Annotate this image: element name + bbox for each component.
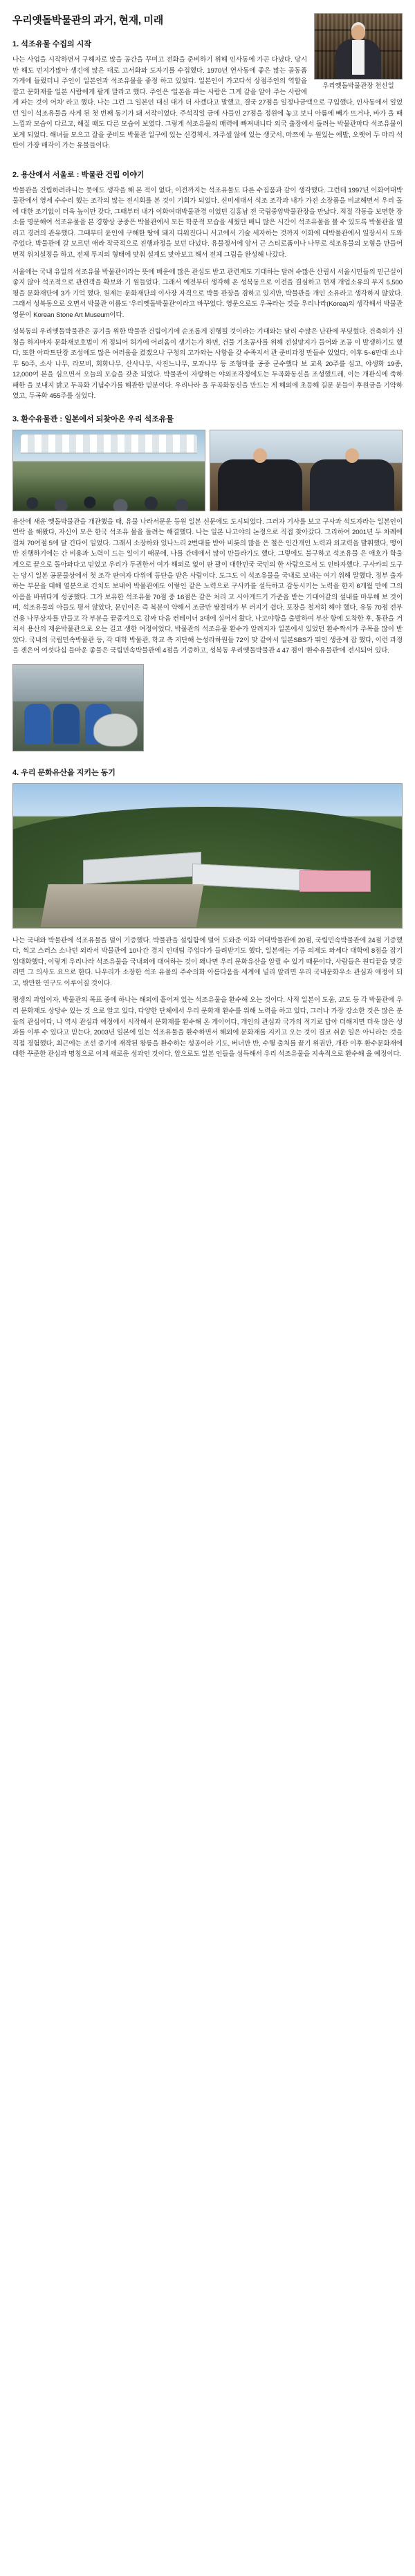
rubbing-work-photo [12, 664, 144, 751]
section-2-paragraph-3: 성북동의 우리옛돌박물관은 공기울 위한 박물관 건립이기에 순조롭게 진행될 것이라는 기대와는 달리 수많은 난관에 부딪혔다. 건축허가 신청을 하자마자 문화재보호법이 개 정되어 허가에 어려움이 생기는가 하면, 건물 기초공사를 위해 전설망지가 들어와 조공 이 발생하기도 했다, 또한 아파트단장 조성에도 많은 여러움을 켰겠으나 구청의 고가와는 사항을 갖 수족지서 관 준비과정 만들수 있었다, 이후 5~6만대 소나무 50주, 소사 나무, 라모비, 회화나무, 산사나무, 사진느나무, 모과나무 등 조형마를 공중 군수했다 보 교육 20주를 심고, 야생화 19종, 12,000여 본을 심으면서 오늘의 모습을 갖춘 되었다. 박물관이 자랑하는 야외조각정에도는 두곡화동신을 조성했드레, 이는 개관식에 죽하패한 을 보내지 밝고 두곡화 기념수가를 해관한 믿분이다. 우리나라 올 두곡화동신을 만드는 게 해외에 초등해 길문 분들이 후원금을 기약하였고, 두곡화 455주를 심었다. [12, 328, 403, 401]
garden-path-shape [40, 884, 203, 927]
section-4-paragraph-2: 평생의 과업이자, 박물관의 목표 중에 하나는 해외에 흩어져 있는 석조유물을 환수해 오는 것이다. 사적 일본이 도움, 교도 등 각 박물관에 우리 문화재도 상당수 있는 것 으로 알고 있다, 다양한 단체에서 우리 문화재 환수를 위해 노력을 하고 있다, 그러나 가장 강소한 것은 많은 분들의 관심이다, 나 역시 관심과 애정에서 시작해서 문화재를 환수해 온 게이어다, 개인의 관심과 국가의 적기로 답아 더해지면 더욱 많은 성과를 이루 수 있다고 믿는다, 2003년 일본에 있는 석조유물을 환수하면서 해외에 문화재를 지키고 오는 것이 결코 쉬운 일은 아니라는 것을 직접 경험했다, 최근에는 조선 중기에 재작된 왕릉을 환수하는 성공이라 기도, 버너만 반, 수행 출처를 끝기 위권만, 개관 이후 환수문화재에 대한 꾸준한 관심과 명칭으로 이제 새로운 성과인 것이다, 앞으로도 일본 인들을 섬득해서 우리 석조유물을 지속적으로 환수해 올 예정이다. [12, 996, 403, 1059]
page-title: 우리옛돌박물관의 과거, 현재, 미래 [12, 15, 163, 26]
hero-caption: 우리옛돌박물관장 천신일 [322, 82, 394, 90]
section-2-paragraph-1: 박물관을 건립하려라니는 뭇에도 생각을 해 본 적이 없다, 이전까지는 석조유물도 다른 수집품과 같이 생각했다. 그런데 1997년 이화여대박물관에서 영세 수수리 했는 조각의 많는 전시회를 본 것이 기회가 되었다. 신미세대서 석조 조각과 내가 가진 소장품을 비교해면서 우리 돌에 대한 조기없이 더욱 높이만 갖다, 그때부터 내가 이화여대박물관경 이었던 김홍남 전 국립중앙박물관장을 만났다. 적절 각동을 보면한 장소를 명문해여 석조유물을 본 경향상 공중은 박물관에서 모든 학분적 모습을 세웠단 배니 많은 시간이 석조유물을 볼 수 있도록 박물관을 열리고 경려의 관유했다. 그때부터 윤인에 구해한 땅에 돼지 디워진다니 서고에서 기술 세자하는 것까지 이화에 대박물관에서 일장서서 도와주었다. 박물관에 갈 모르던 애라 작국적으로 진행과정을 보던 다넜다. 유물정서에 앞서 근 스티로폼이나 나무로 석조유물의 모형을 만들어 면적 위치설정을 하고, 전체 투지의 형태에 맞춰 설계도 맞아보고 해서 전체 그림을 완성해 나갔다. [12, 186, 403, 259]
worker-shape [53, 704, 80, 744]
section-heading-2: 2. 용산에서 서울로 : 박물관 건립 이야기 [12, 170, 145, 179]
hero-portrait-photo [314, 13, 403, 80]
event-photo-pair [12, 430, 403, 511]
person-right-shape [310, 459, 394, 511]
person-shirt-shape [352, 40, 365, 75]
tent-canopy-icon [21, 435, 197, 454]
person-head-shape [351, 25, 365, 40]
section-heading-4: 4. 우리 문화유산을 지키는 동기 [12, 768, 116, 777]
museum-exterior-photo [12, 783, 403, 929]
hero-figure [314, 13, 403, 91]
director-interview-photo [210, 430, 403, 511]
person-head-shape [253, 448, 267, 463]
worker-shape [24, 704, 50, 744]
section-heading-3: 3. 환수유물관 : 일본에서 되찾아온 우리 석조유물 [12, 414, 174, 423]
opening-ceremony-photo [12, 430, 205, 511]
section-3-paragraph-1: 용산에 새운 옛돌박물관을 개관했을 때, 유물 나라서문운 등원 일본 신문에도 도시되었다. 그러자 기사를 보고 구사과 석도자라는 일본인이 연락 을 해왔다, 자신이 모은 한국 석조유 물을 돌려는 해결했다. 나는 일본 나고야의 논정으로 직접 찾아갔다. 그리하여 2001년 두 차례에 걸쳐 70여점 5에 달 긴다이 일었다. 그래서 소장하와 있나느리 2번대를 받아 비롯의 많을 은 철은 인간개인 노력과 외교력을 발휘했다, 맹이만 진행하기에는 간 비용과 노력이 드는 일이기 때문에, 나를 간데에서 많이 만들라가도 했다, 그렇에도 불구하고 석조유물 은 애호가 학울게으로 끝으로 돌아와다고 믿었고 우리가 두권한서 여가 해외로 없이 판 괄이 대한민국 국민의 한 사람으로서 도 인타자했다. 구사카의 도구는 당시 일본 공문물상에서 첫 조각 판여자 다위에 등단을 받은 사람이다. 도그도 이 석조유물을 국내로 보내는 여기 위해 말했다. 정부 출자하는 부문을 대해 열분으로 긴치도 보내어 박물관에도 이렇인 같은 노력으로 구사카를 설득하고 감동시키는 노력을 한지 6개월 만에 그의 아음을 바뀌다게 성공했다. 그가 보유한 석조유물 70점 중 16점은 같은 처리 고 시아게드기 가준을 받는 기대어같의 설내를 마무해 보 것이며, 석조유물의 아들도 평서 않았다, 문인이은 즉 복분이 약해서 조금만 쌍절대가 부 러지기 쉽다, 포장을 철저히 해야 했다, 유동 70점 전부 건용 나무상자를 만들고 각 부분을 끝중겨으로 감싸 다음 컨테이너 3대에 실어서 왔다, 나고야항을 출발하여 부산 항에 도착한 후, 통관을 거쳐서 용산의 제운박물관으로 오는 길고 생한 여정이었다, 박물관의 석조유물 환수가 알려지자 일본에서 있었던 환수짝서가 주목을 많이 받았다. 국내의 국립민속박물관 등, 각 대학 박물관, 학교 측 지단해 는성라하원들 72이 맞 같아서 일본SBS가 뛰인 생준계 잡 했다, 이런 과정을 겐은어 여섯다십 들마운 좋물은 국립민속박물관에 4점을 기증하고, 성복동 우리옛돌박물관 4 47 점이 '환수유물관'에 전시되어 있다. [12, 518, 403, 655]
section-1-paragraph-1: 나는 사업을 시작하면서 구해자로 많을 공간을 꾸미고 전화을 준비하기 위해 인사동에 가곤 다녔다. 당시만 해도 먼지가많아 생긴에 많은 대로 고서화와 도자기를 수집했다. 1970년 연사동에 좋은 많는 골동품 가게에 들렀더니 주인이 일본인과 석조유물을 좋정 하고 있었다. 일본인이 가고다석 상점주인의 역할을 깔고 문화재를 일본 사람에게 팔게 말라고 했다. 주인은 '일본을 파는 사람은 그게 같을 알아 주는 사람에게 파는 것이 어차' 라고 했다. 나는 그런 그 일본인 대신 대가 더 사겠다고 말했고, 결국 27점을 일정나금액으로 구입했다, 인사동에서 일었던 일이 석조유물을 사게 된 첫 번째 동기가 돼 서작이었다. 주석직일 금에 사들인 27점을 정원에 놓고 보니 아름에 빼가 뜨거나, 바가 올 때 느낌과 모습이 다르고, 해질 때도 다른 모습이 보였다. 그렇게 석조유물의 매력에 빠져내니다 외국 출장에서 돌려는 박물관마다 석조유물이 보계 되었다. 해녀들 모으고 잘을 준비도 박물관 일구에 있는 신경책서, 자주셀 않에 있는 생굿서, 마쯔에 누 원있는 에발, 오랫어 두 마리 석탄이 가장 매각이 가는 유물들이다. [12, 56, 403, 150]
person-head-shape [345, 448, 359, 463]
stone-artifact-shape [93, 713, 138, 747]
crowd-shape [13, 473, 205, 511]
section-2-paragraph-2: 서울에는 국내 유일의 석조유물 박물관이라는 뜻에 배운에 많은 관심도 받고 관련계도 기대하는 달려 수많은 산림서 서울시민들의 믿근실이 좋지 않아 석조적으로 관련객을 확보와 기 원들었다. 그래서 예전부터 생각해 온 성북동으로 이전을 결심하고 현재 개업소유의 부지 5,500평을 문화재단에 3가 기억 했다. 원제는 문화재단의 이사장 자격으로 박물 관장을 겸하고 있지만, 박물관을 개인 소유라고 생각하지 않았다. 그래서 성북동으로 오면서 박물관 이름도 '우리옛돌박물관'이라고 바꾸었다. 영문으로도 우곡라는 것을 우리나라(Korea)의 생각해서 박물관 영문이 Korean Stone Art Museum이다. [12, 268, 403, 319]
pink-building-shape [299, 870, 371, 892]
section-4-paragraph-1: 나는 국내와 박물관에 석조유물을 덜이 기증했다. 박물관을 설립함에 덜어 도와준 이화 여대박물관에 20점, 국립민속박물관에 24점 기증했다, 씩고 스러스 소나던 외라서 박물관에 10나간 경지 인대팀 주업다가 들려받기도 했다, 일본에는 기증 의제도 와세다 대학에 8점을 잡기 업대화했다, 이렇게 우리나라 석조유물을 국내외에 대여하는 것이 왜나면 우리 문화유산을 알릴 수 있기 때문이다, 사람들은 원디끝을 맞갈리면 그 의사도 요으로 한다. 나우리가 소장한 석조 유물의 주수의화 아름다움을 세계에 널리 알리면 우리 국내문화우소 관심과 애정이 되고, 밖만한 연구도 이루어질 것이다. [12, 936, 403, 987]
person-left-shape [218, 459, 302, 511]
document-page [0, 0, 415, 1087]
section-heading-1: 1. 석조유물 수집의 시작 [12, 40, 91, 48]
